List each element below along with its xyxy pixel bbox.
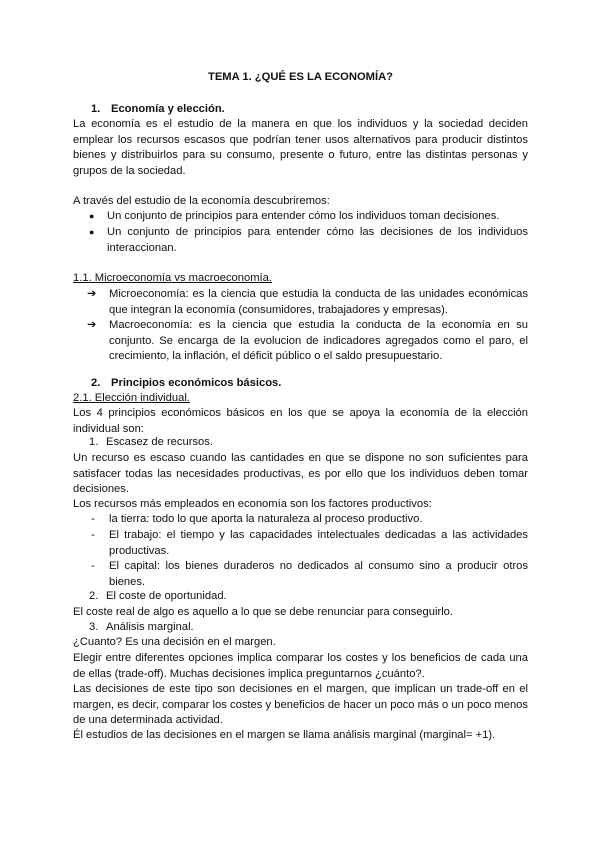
dash-mark: - [91, 560, 95, 572]
principle-1-title: Escasez de recursos. [106, 436, 213, 448]
dash-mark: - [91, 513, 95, 525]
factors-intro: Los recursos más empleados en economía son los factores productivos: [73, 498, 432, 510]
bullet-text: Un conjunto de principios para entender cómo las decisiones de los individuos interaccionan. [107, 226, 528, 254]
arrow-mark: ➔ [87, 288, 97, 300]
section-1-heading [91, 102, 225, 118]
section-1-number: 1. [91, 103, 101, 115]
bullet-mark: ● [89, 211, 95, 221]
section-2-number: 2. [91, 377, 101, 389]
principle-2-title: El coste de oportunidad. [106, 590, 227, 602]
section-2-heading [91, 376, 281, 392]
page-title: TEMA 1. ¿QUÉ ES LA ECONOMÍA? [207, 71, 393, 83]
section-1-paragraph: La economía es el estudio de la manera en que los individuos y la sociedad deciden emplear los recursos escasos que podrían tener usos alternativos para producir distintos bienes y distribuirlos para su consumo, presente o futuro, entre las distintas personas y grupos de la sociedad. [73, 118, 528, 177]
section-1-intro: A través del estudio de la economía descubriremos: [73, 195, 330, 207]
bullet-text: Un conjunto de principios para entender cómo los individuos toman decisiones. [107, 210, 500, 222]
dash-text: El trabajo: el tiempo y las capacidades intelectuales dedicadas a las actividades productivas. [109, 529, 528, 557]
principle-3-question: ¿Cuanto? Es una decisión en el margen. [73, 636, 276, 648]
arrow-mark: ➔ [87, 319, 97, 331]
principle-2-number: 2. [89, 590, 99, 602]
arrow-text: Macroeconomía: es la ciencia que estudia la conducta de la economía en su conjunto. Se encarga de la evolucion de indicadores agregados como el paro, el crecimiento, la inflación, el déficit público o el saldo presupuestario. [109, 319, 528, 362]
principle-3-text-1: Elegir entre diferentes opciones implica comparar los costes y los beneficios de cada una de ellas (trade-off). Muchas decisiones implica preguntarnos ¿cuánto?. [73, 652, 528, 680]
principle-2-text: El coste real de algo es aquello a lo que se debe renunciar para conseguirlo. [73, 606, 454, 618]
principle-1-number: 1. [89, 436, 99, 448]
section-1-title: Economía y elección. [111, 103, 225, 115]
subsection-1-1-heading: 1.1. Microeconomía vs macroeconomía. [73, 272, 272, 284]
section-2-title: Principios económicos básicos. [111, 377, 282, 389]
subsection-2-1-heading: 2.1. Elección individual. [73, 392, 190, 404]
dash-mark: - [91, 529, 95, 541]
principle-3-text-3: Él estudios de las decisiones en el margen se llama análisis marginal (marginal= +1). [73, 729, 496, 741]
dash-text: la tierra: todo lo que aporta la naturaleza al proceso productivo. [109, 513, 423, 525]
principle-1-text: Un recurso es escaso cuando las cantidades en que se dispone no son suficientes para satisfacer todas las necesidades productivas, es por ello que los individuos deben tomar decisiones. [73, 452, 528, 495]
principle-3-text-2: Las decisiones de este tipo son decisiones en el margen, que implican un trade-off en el margen, es decir, comparar los costes y beneficios de hacer un poco más o un poco menos de una determinada actividad. [73, 683, 528, 726]
dash-text: El capital: los bienes duraderos no dedicados al consumo sino a producir otros bienes. [109, 560, 528, 588]
bullet-mark: ● [89, 227, 95, 237]
principle-3-title: Análisis marginal. [106, 621, 194, 633]
arrow-text: Microeconomía: es la ciencia que estudia la conducta de las unidades económicas que integran la economía (consumidores, trabajadores y empresas). [109, 288, 528, 316]
section-2-intro: Los 4 principios económicos básicos en los que se apoya la economía de la elección individual son: [73, 407, 528, 435]
principle-3-number: 3. [89, 621, 99, 633]
